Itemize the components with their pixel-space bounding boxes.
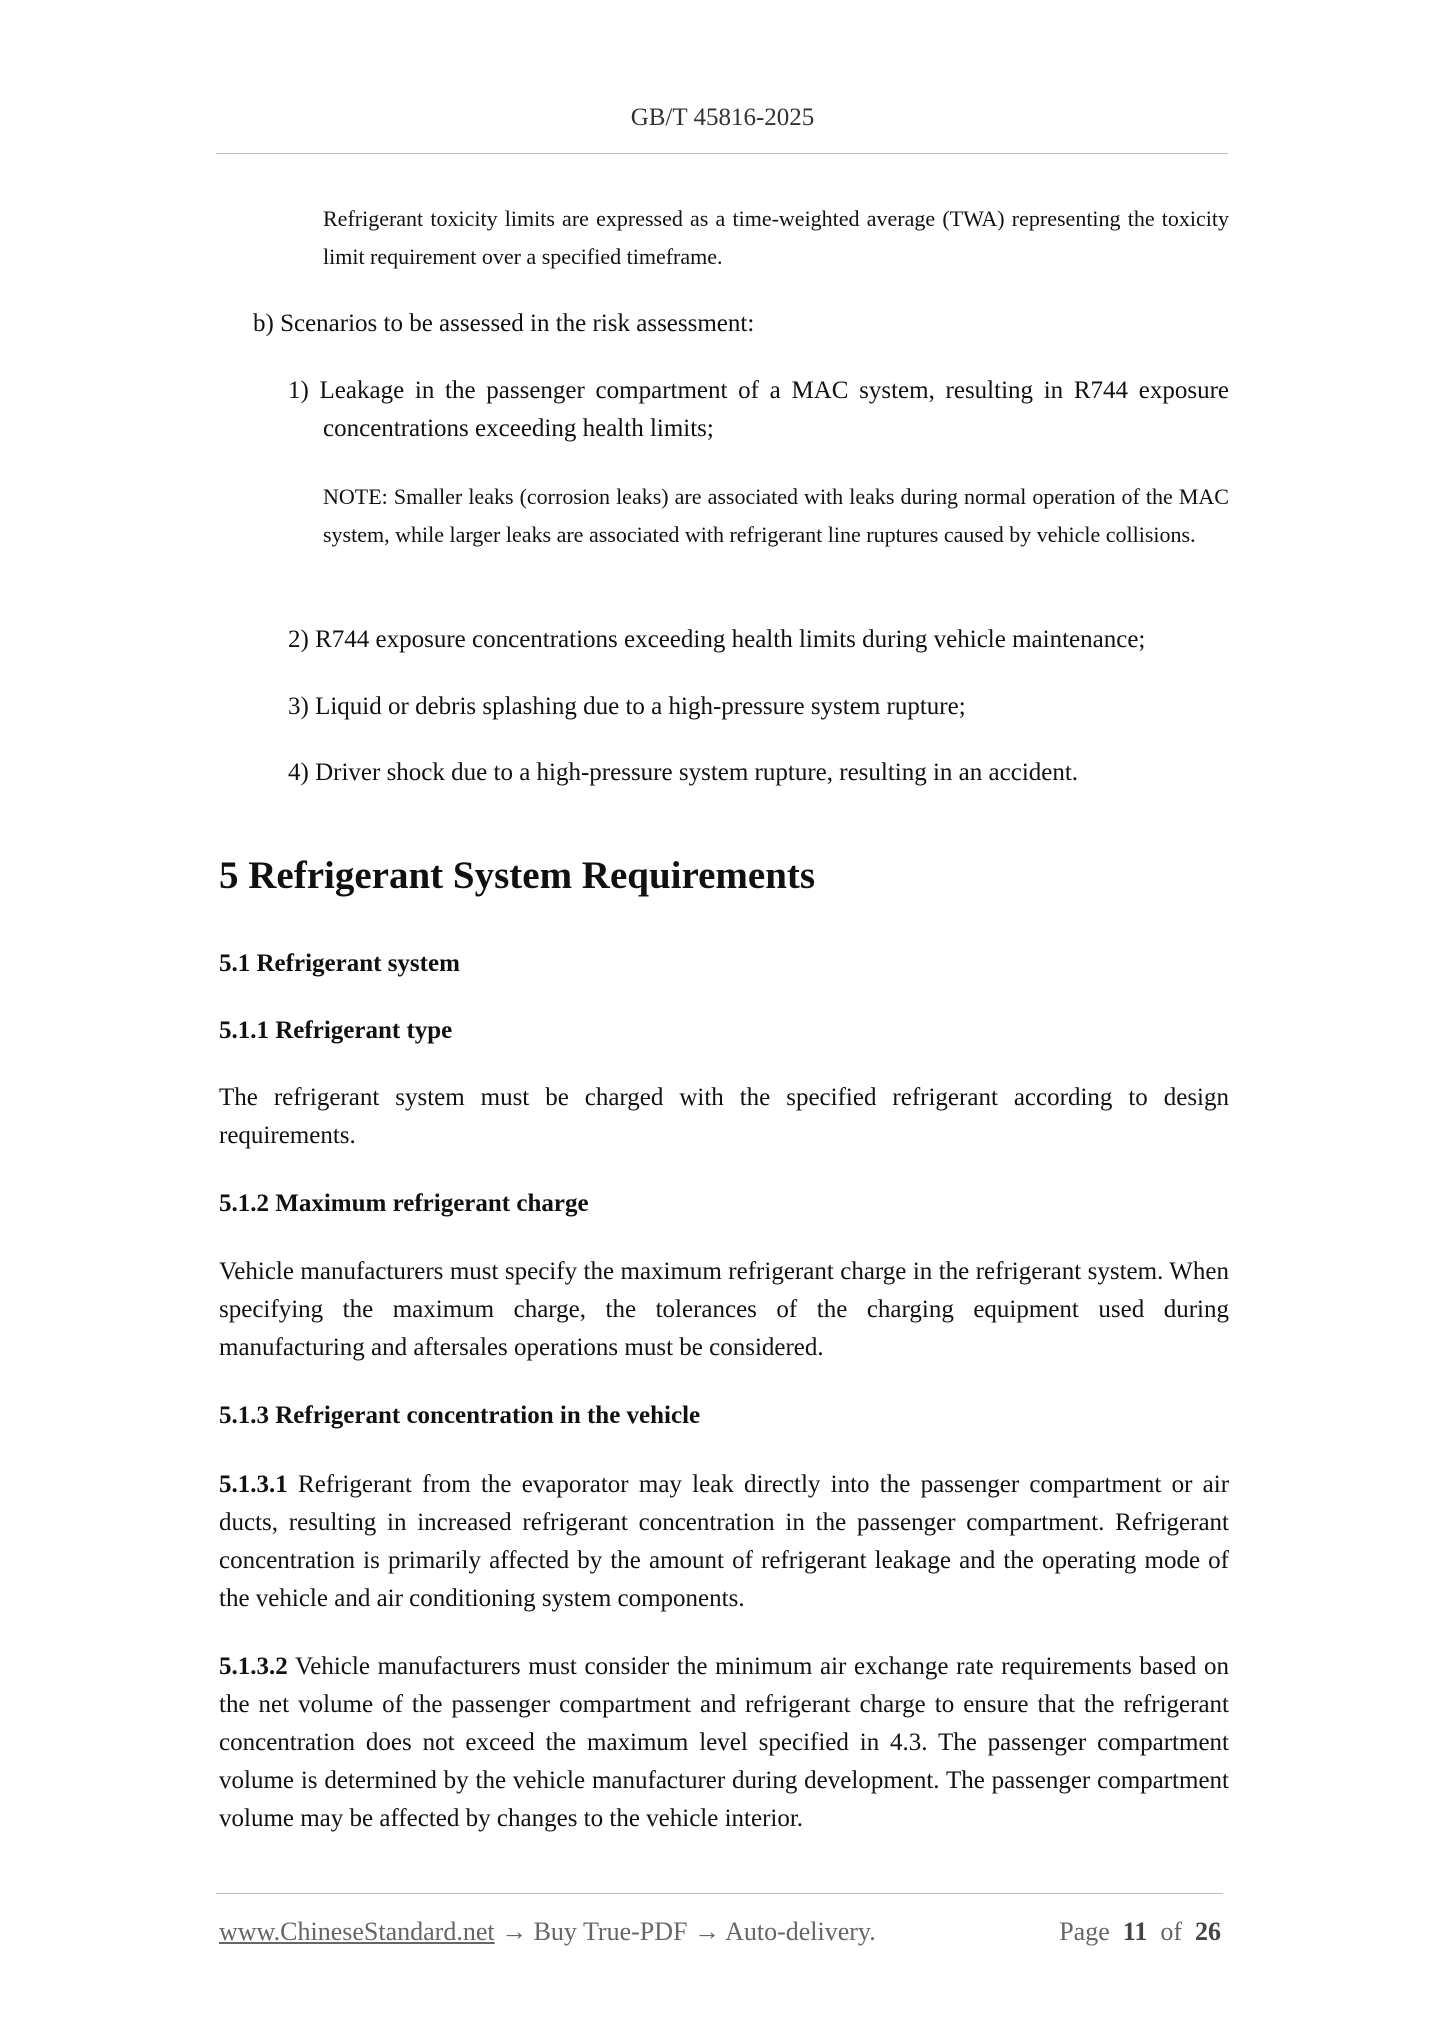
clause-5-1-3-2 (219, 1648, 1229, 1838)
document-header: GB/T 45816-2025 (630, 104, 815, 131)
website-link[interactable]: www.ChineseStandard.net (219, 1917, 495, 1946)
list-item-3: 3) Liquid or debris splashing due to a high-pressure system rupture; (288, 693, 966, 720)
footer-divider (216, 1893, 1223, 1894)
clause-number: 5.1.3.2 (219, 1653, 288, 1680)
header-divider (216, 153, 1228, 154)
clause-text: Refrigerant from the evaporator may leak directly into the passenger compartment or air ducts, resulting in increased refrigerant concentration in the passenger compartment. Refrigerant concentration is primarily affected by the amount of refrigerant leakage and the operating mode of the vehicle and air conditioning system components. (219, 1471, 1230, 1612)
list-item-b: b) Scenarios to be assessed in the risk assessment: (253, 310, 755, 337)
section-5-1-1-text: The refrigerant system must be charged with the specified refrigerant according to design requirements. (219, 1084, 1229, 1149)
arrow-right-icon: → (501, 1917, 528, 1946)
buy-pdf-text: Buy True-PDF (533, 1917, 688, 1946)
auto-delivery-text: Auto-delivery. (725, 1917, 876, 1946)
list-item-1: 1) Leakage in the passenger compartment of a MAC system, resulting in R744 exposure concentrations exceeding health limits; (288, 377, 1229, 442)
section-5-1-3-heading: 5.1.3 Refrigerant concentration in the vehicle (219, 1402, 701, 1429)
twa-note: Refrigerant toxicity limits are expressed as a time-weighted average (TWA) representing the toxicity limit requirement over a specified timeframe. (323, 206, 1229, 269)
total-pages: 26 (1195, 1917, 1221, 1946)
page-label: Page (1059, 1917, 1110, 1946)
clause-number: 5.1.3.1 (219, 1471, 288, 1498)
page-footer (219, 1917, 1226, 1947)
of-label: of (1160, 1917, 1182, 1946)
list-item-4: 4) Driver shock due to a high-pressure system rupture, resulting in an accident. (288, 759, 1079, 786)
current-page: 11 (1122, 1917, 1148, 1946)
note-1: NOTE: Smaller leaks (corrosion leaks) are associated with leaks during normal operation of the MAC system, while larger leaks are associated with refrigerant line ruptures caused by vehicle collisions. (323, 484, 1229, 547)
arrow-right-icon: → (694, 1917, 720, 1946)
section-5-1-2-heading: 5.1.2 Maximum refrigerant charge (219, 1190, 589, 1217)
section-5-heading: 5 Refrigerant System Requirements (219, 854, 816, 897)
clause-5-1-3-1 (219, 1466, 1229, 1618)
list-item-2: 2) R744 exposure concentrations exceeding health limits during vehicle maintenance; (288, 626, 1146, 653)
section-5-1-heading: 5.1 Refrigerant system (219, 950, 460, 977)
section-5-1-2-text: Vehicle manufacturers must specify the maximum refrigerant charge in the refrigerant system. When specifying the maximum charge, the tolerances of the charging equipment used during manufacturing and aftersales operations must be considered. (219, 1258, 1229, 1361)
section-5-1-1-heading: 5.1.1 Refrigerant type (219, 1017, 453, 1044)
clause-text: Vehicle manufacturers must consider the minimum air exchange rate requirements based on the net volume of the passenger compartment and refrigerant charge to ensure that the refrigerant concentration does not exceed the maximum level specified in 4.3. The passenger compartment volume is determined by the vehicle manufacturer during development. The passenger compartment volume may be affected by changes to the vehicle interior. (219, 1653, 1229, 1832)
page-number (1059, 1917, 1221, 1947)
